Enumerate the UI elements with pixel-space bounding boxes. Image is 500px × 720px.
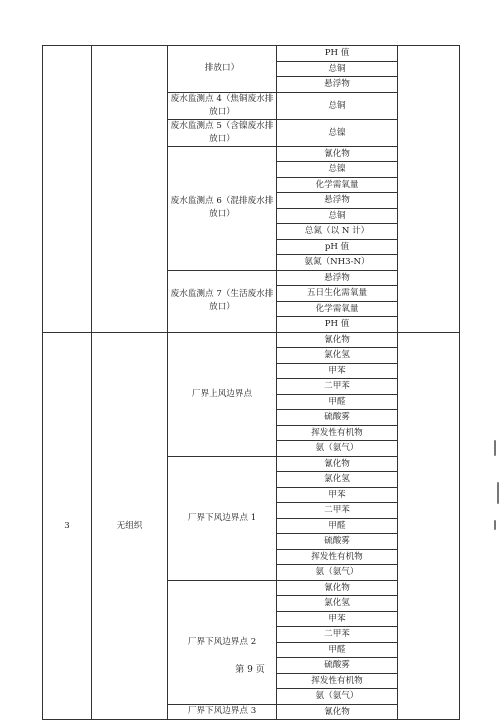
monitoring-item-cell: 悬浮物 bbox=[277, 193, 398, 209]
monitoring-point-cell: 废水监测点 6（混排废水排放口） bbox=[168, 146, 277, 270]
monitoring-item-cell: 总镍 bbox=[277, 119, 398, 146]
monitoring-item-cell: 氨（氨气） bbox=[277, 565, 398, 581]
monitoring-point-cell: 废水监测点 5（含镍废水排放口） bbox=[168, 119, 277, 146]
monitoring-item-cell: 化学需氧量 bbox=[277, 177, 398, 193]
section-number-cell: 3 bbox=[43, 332, 92, 720]
page-number: 第 9 页 bbox=[235, 665, 265, 675]
monitoring-point-cell: 厂界下风边界点 2 bbox=[168, 580, 277, 704]
monitoring-item-cell: 悬浮物 bbox=[277, 77, 398, 93]
monitoring-item-cell: 挥发性有机物 bbox=[277, 425, 398, 441]
monitoring-item-cell: 甲苯 bbox=[277, 487, 398, 503]
monitoring-item-cell: 氰化物 bbox=[277, 146, 398, 162]
monitoring-point-cell: 排放口） bbox=[168, 46, 277, 93]
monitoring-item-cell: 氰化物 bbox=[277, 580, 398, 596]
monitoring-item-cell: 硫酸雾 bbox=[277, 658, 398, 674]
monitoring-item-cell: 氰化物 bbox=[277, 332, 398, 348]
section-number-cell bbox=[43, 46, 92, 333]
monitoring-item-cell: 硫酸雾 bbox=[277, 410, 398, 426]
monitoring-item-cell: 甲苯 bbox=[277, 363, 398, 379]
monitoring-item-cell: 挥发性有机物 bbox=[277, 549, 398, 565]
monitoring-point-cell: 厂界上风边界点 bbox=[168, 332, 277, 456]
section-type-cell: 无组织 bbox=[92, 332, 168, 720]
monitoring-item-cell: 总铜 bbox=[277, 92, 398, 119]
monitoring-item-cell: 总铜 bbox=[277, 208, 398, 224]
monitoring-item-cell: 甲醛 bbox=[277, 518, 398, 534]
monitoring-item-cell: 氯化氢 bbox=[277, 472, 398, 488]
monitoring-item-cell: 悬浮物 bbox=[277, 270, 398, 286]
monitoring-item-cell: 氯化氢 bbox=[277, 348, 398, 364]
monitoring-item-cell: pH 值 bbox=[277, 239, 398, 255]
monitoring-item-cell: 氨（氨气） bbox=[277, 441, 398, 457]
monitoring-item-cell: 总镍 bbox=[277, 162, 398, 178]
monitoring-item-cell: 甲苯 bbox=[277, 611, 398, 627]
monitoring-item-cell: 氰化物 bbox=[277, 704, 398, 720]
monitoring-item-cell: 挥发性有机物 bbox=[277, 673, 398, 689]
monitoring-item-cell: 五日生化需氧量 bbox=[277, 286, 398, 302]
table-row bbox=[43, 46, 460, 62]
monitoring-item-cell: 氯化氢 bbox=[277, 596, 398, 612]
monitoring-item-cell: 硫酸雾 bbox=[277, 534, 398, 550]
monitoring-table-body bbox=[43, 46, 460, 720]
monitoring-item-cell: PH 值 bbox=[277, 317, 398, 333]
monitoring-item-cell: 氨（氨气） bbox=[277, 689, 398, 705]
monitoring-item-cell: 二甲苯 bbox=[277, 627, 398, 643]
monitoring-item-cell: 氨氮（NH3-N） bbox=[277, 255, 398, 271]
monitoring-item-cell: PH 值 bbox=[277, 46, 398, 62]
monitoring-point-cell: 废水监测点 4（焦铜废水排放口） bbox=[168, 92, 277, 119]
scan-mark bbox=[494, 520, 496, 530]
section-type-cell bbox=[92, 46, 168, 333]
remarks-cell bbox=[398, 46, 460, 333]
table-row bbox=[43, 332, 460, 348]
scan-mark bbox=[497, 482, 499, 504]
monitoring-point-cell: 厂界下风边界点 3 bbox=[168, 704, 277, 720]
monitoring-table bbox=[42, 45, 460, 720]
monitoring-item-cell: 总铜 bbox=[277, 61, 398, 77]
monitoring-item-cell: 氰化物 bbox=[277, 456, 398, 472]
monitoring-item-cell: 化学需氧量 bbox=[277, 301, 398, 317]
monitoring-item-cell: 二甲苯 bbox=[277, 379, 398, 395]
monitoring-item-cell: 甲醛 bbox=[277, 642, 398, 658]
monitoring-item-cell: 甲醛 bbox=[277, 394, 398, 410]
monitoring-point-cell: 废水监测点 7（生活废水排放口） bbox=[168, 270, 277, 332]
monitoring-item-cell: 总氮（以 N 计） bbox=[277, 224, 398, 240]
scan-mark bbox=[494, 440, 496, 456]
monitoring-point-cell: 厂界下风边界点 1 bbox=[168, 456, 277, 580]
monitoring-item-cell: 二甲苯 bbox=[277, 503, 398, 519]
